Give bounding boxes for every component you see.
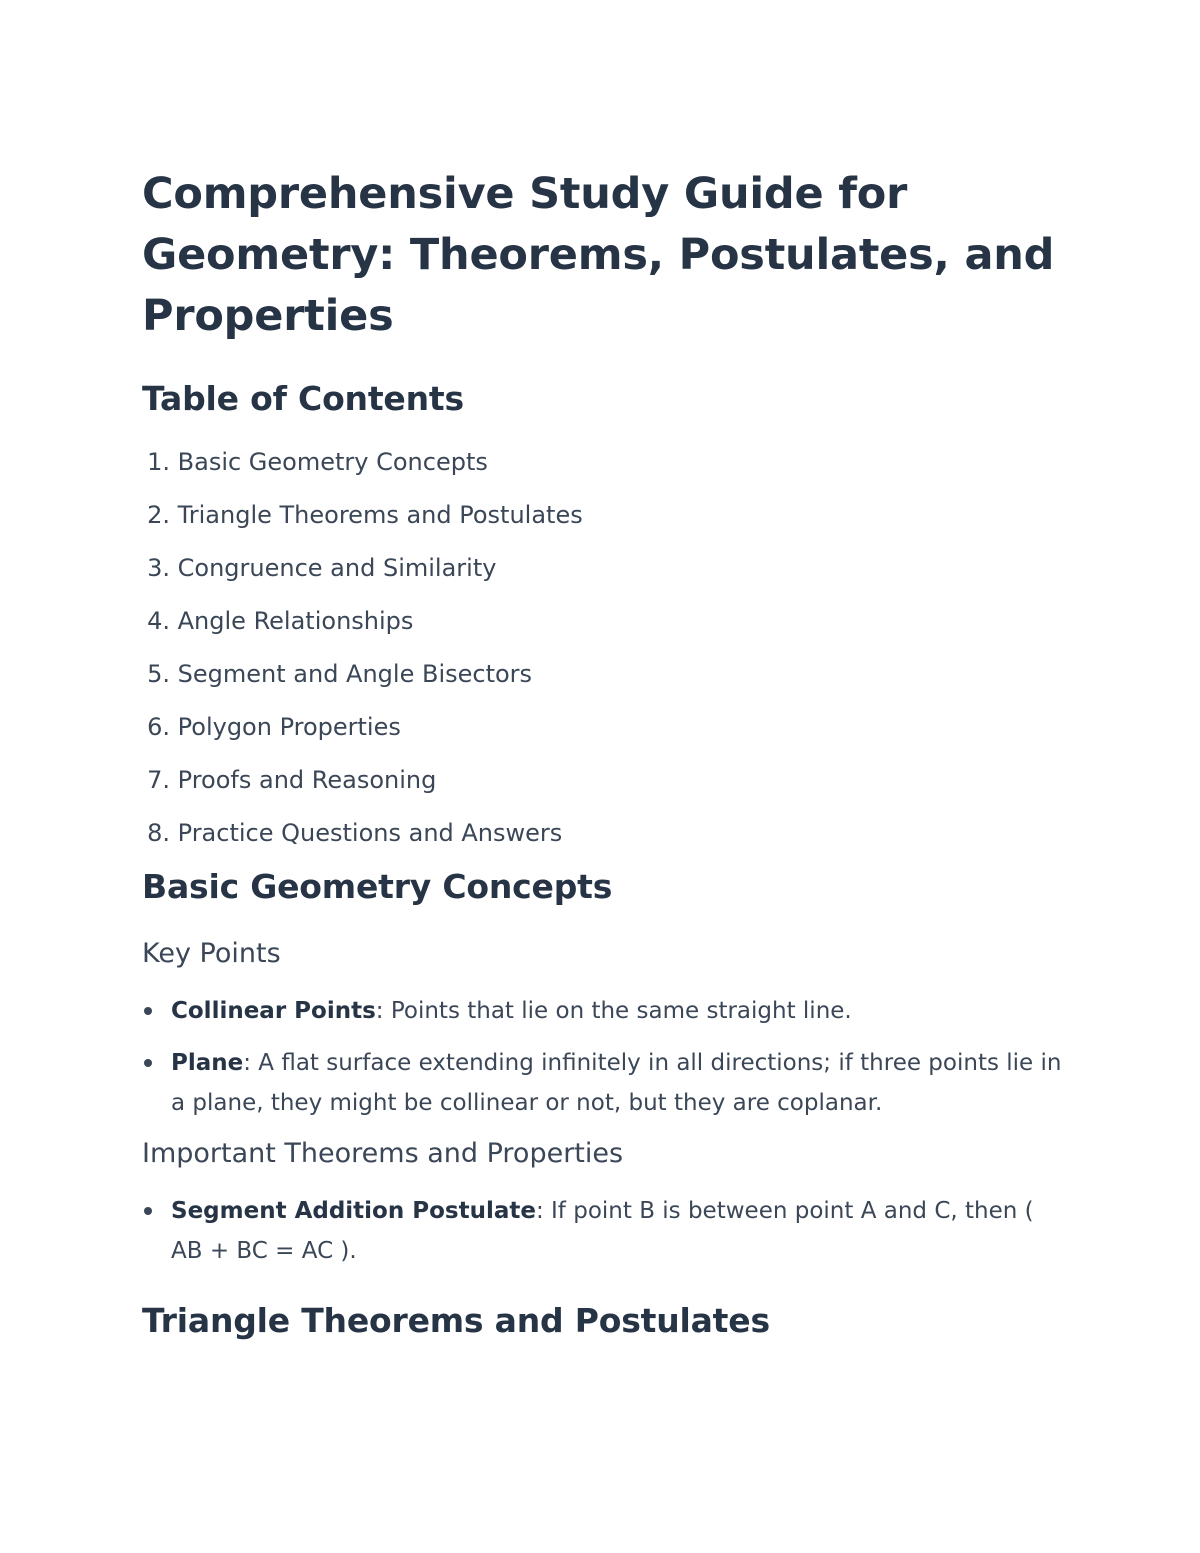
toc-number: 7.: [147, 766, 170, 794]
toc-item-4[interactable]: [142, 606, 1062, 659]
table-of-contents: [142, 447, 1062, 871]
title-line-2: Geometry: Theorems, Postulates, and: [142, 230, 1055, 280]
toc-label: Practice Questions and Answers: [177, 819, 563, 847]
toc-label: Basic Geometry Concepts: [177, 448, 488, 476]
key-points-list: [142, 991, 1062, 1123]
subheading-theorems: Important Theorems and Properties: [142, 1138, 624, 1169]
toc-item-6[interactable]: [142, 712, 1062, 765]
bullet-icon: [144, 1207, 152, 1215]
list-item: [142, 1191, 1062, 1271]
toc-label: Triangle Theorems and Postulates: [177, 501, 583, 529]
term-label: Plane: [171, 1050, 244, 1076]
toc-number: 5.: [147, 660, 170, 688]
term-definition: : A flat surface extending infinitely in all directions; if three points lie in a plane, they might be collinear or not, but they are coplanar.: [171, 1050, 1062, 1116]
toc-item-2[interactable]: [142, 500, 1062, 553]
term-definition: : Points that lie on the same straight line.: [375, 998, 852, 1024]
toc-item-3[interactable]: [142, 553, 1062, 606]
document-page: [142, 164, 1062, 1341]
term-label: Collinear Points: [171, 998, 376, 1024]
term-definition: : If point B is between point A and C, then ( AB + BC = AC ).: [171, 1198, 1034, 1264]
toc-item-8[interactable]: [142, 818, 1062, 871]
toc-item-1[interactable]: [142, 447, 1062, 500]
list-item: [142, 991, 1062, 1031]
bullet-icon: [144, 1007, 152, 1015]
term-label: Segment Addition Postulate: [171, 1198, 536, 1224]
toc-number: 6.: [147, 713, 170, 741]
toc-number: 2.: [147, 501, 170, 529]
subheading-key-points: Key Points: [142, 938, 281, 969]
toc-label: Proofs and Reasoning: [177, 766, 437, 794]
document-title: [142, 164, 1062, 347]
theorems-list: [142, 1191, 1062, 1271]
toc-number: 3.: [147, 554, 170, 582]
toc-label: Polygon Properties: [177, 713, 401, 741]
toc-item-7[interactable]: [142, 765, 1062, 818]
toc-number: 1.: [147, 448, 170, 476]
section-heading-triangle: Triangle Theorems and Postulates: [142, 1301, 770, 1340]
bullet-icon: [144, 1059, 152, 1067]
toc-label: Angle Relationships: [177, 607, 414, 635]
toc-number: 4.: [147, 607, 170, 635]
toc-item-5[interactable]: [142, 659, 1062, 712]
title-line-1: Comprehensive Study Guide for: [142, 169, 908, 219]
toc-number: 8.: [147, 819, 170, 847]
toc-label: Congruence and Similarity: [177, 554, 497, 582]
toc-heading: Table of Contents: [142, 379, 464, 418]
toc-label: Segment and Angle Bisectors: [177, 660, 533, 688]
list-item: [142, 1043, 1062, 1123]
title-line-3: Properties: [142, 291, 394, 341]
section-heading-basic-geometry: Basic Geometry Concepts: [142, 867, 613, 906]
